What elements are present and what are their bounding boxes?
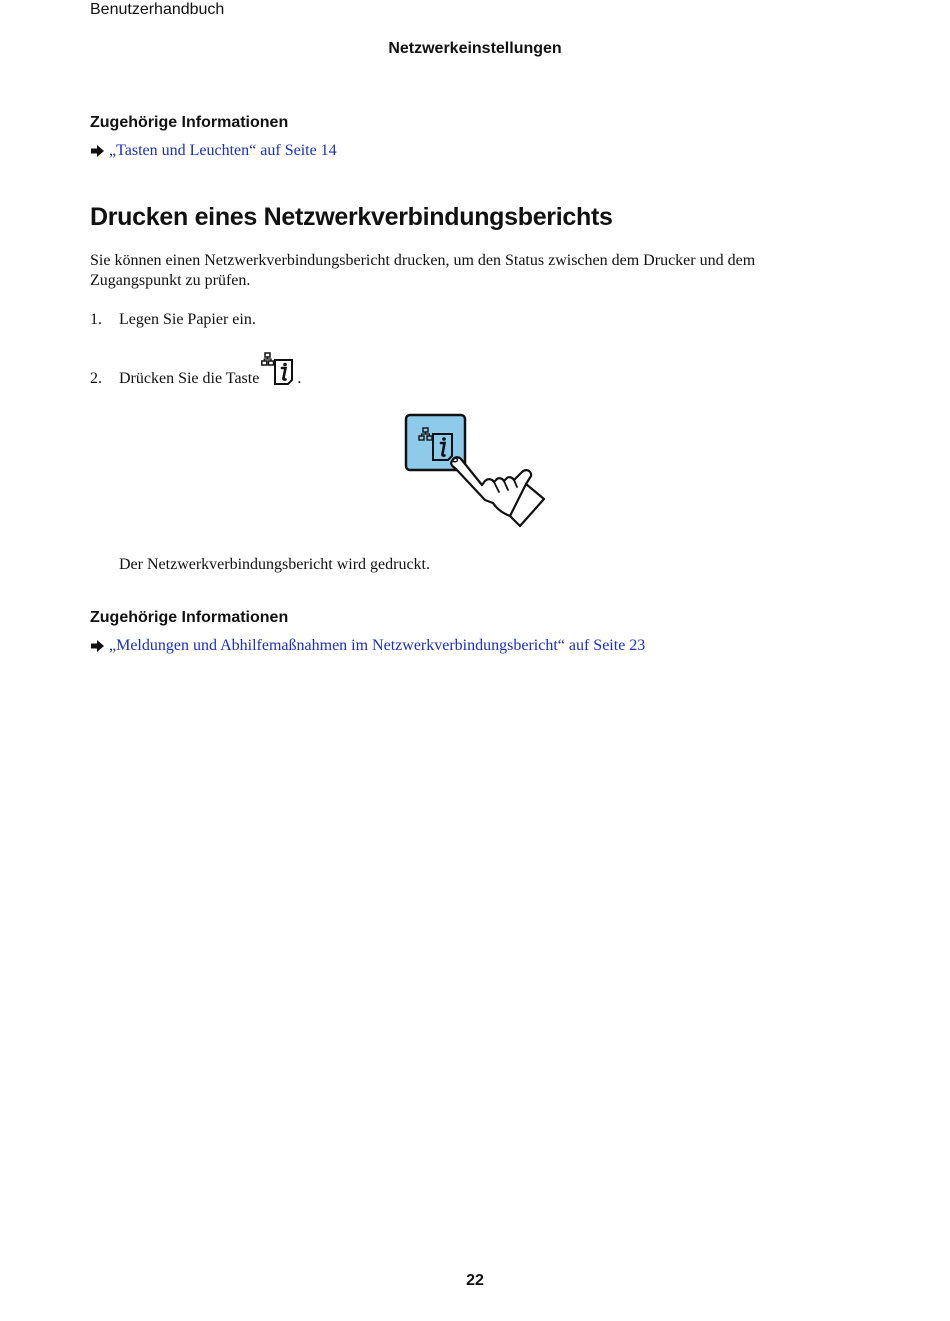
chapter-title: Netzwerkeinstellungen — [388, 40, 562, 57]
step-2 — [90, 352, 301, 388]
arrow-right-icon — [90, 639, 105, 653]
step-text: Drücken Sie die Taste — [119, 370, 260, 387]
intro-paragraph: Sie können einen Netzwerkverbindungsbericht drucken, um den Status zwischen dem Drucker und dem Zugangspunkt zu prüfen. — [90, 252, 756, 289]
step-text: Legen Sie Papier ein. — [119, 311, 256, 328]
step-1 — [90, 311, 256, 329]
hand-pressing-network-button-icon — [398, 410, 550, 535]
related-info-heading: Zugehörige Informationen — [90, 114, 289, 131]
arrow-right-icon — [90, 144, 105, 158]
result-text: Der Netzwerkverbindungsbericht wird gedruckt. — [119, 556, 430, 573]
link-meldungen-und-abhilfemassnahmen[interactable]: „Meldungen und Abhilfemaßnahmen im Netzwerkverbindungsbericht“ auf Seite 23 — [109, 637, 646, 654]
related-link-row — [90, 637, 645, 655]
manual-title: Benutzerhandbuch — [90, 1, 225, 18]
step-number: 1. — [90, 311, 102, 328]
page-number: 22 — [466, 1272, 484, 1289]
related-info-heading: Zugehörige Informationen — [90, 609, 289, 626]
step-number: 2. — [90, 370, 102, 387]
step-trailing: . — [297, 370, 302, 387]
link-tasten-und-leuchten[interactable]: „Tasten und Leuchten“ auf Seite 14 — [109, 142, 337, 159]
network-status-button-icon — [261, 352, 297, 388]
section-title: Drucken eines Netzwerkverbindungsberichts — [90, 203, 613, 231]
related-link-row — [90, 142, 337, 160]
